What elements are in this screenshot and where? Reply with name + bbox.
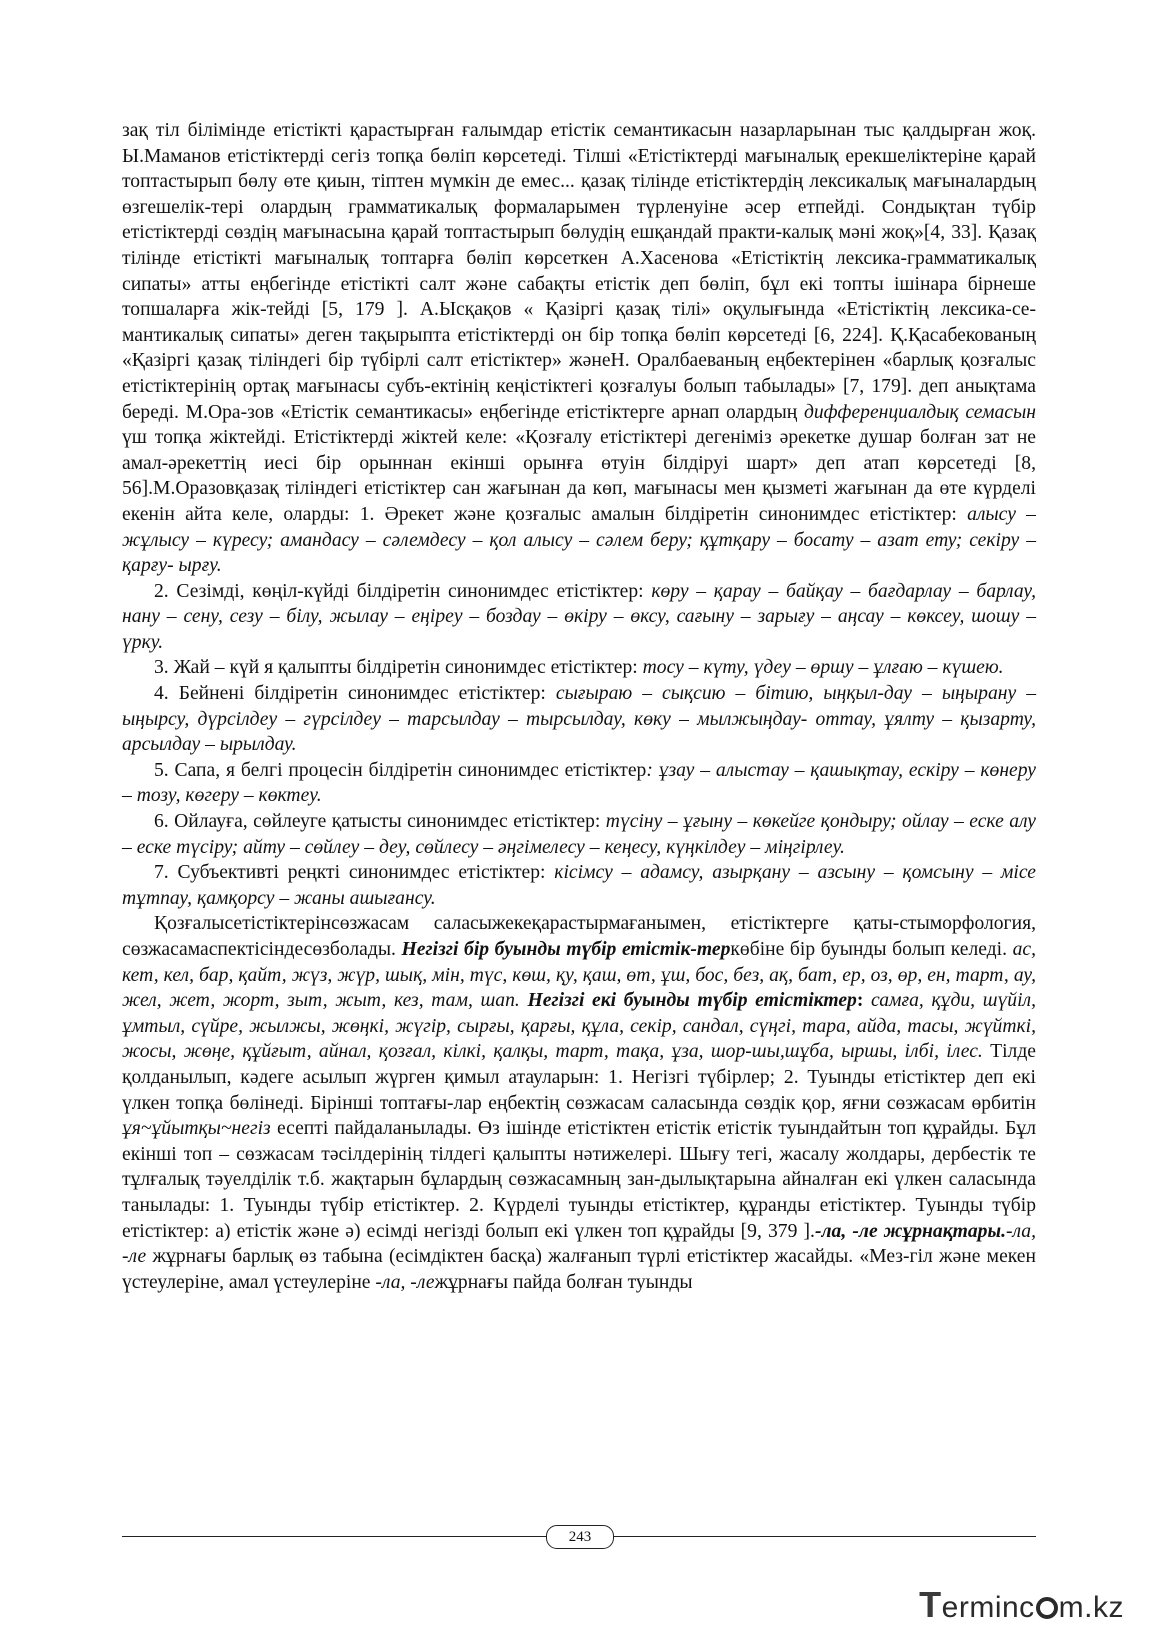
bold-italic-run: -ла, -ле жұрнақтары. xyxy=(814,1220,1006,1242)
italic-run: -ла, -ле xyxy=(122,1220,1036,1268)
text-run: 6. Ойлауға, сөйлеуге қатысты синонимдес етістіктер: xyxy=(154,811,606,833)
text-run: 7. Субъективті реңкті синонимдес етістіктер: xyxy=(154,862,555,884)
page-body xyxy=(122,118,1036,1295)
watermark-o-ring-icon xyxy=(1036,1597,1058,1619)
paragraph-7 xyxy=(122,860,1036,911)
italic-run: : ұзау – алыстау – қашықтау, ескіру – көнеру – тозу, көгеру – көктеу. xyxy=(122,759,1036,807)
bold-italic-run: Негізгі бір буынды түбір етістік-тер xyxy=(401,939,731,960)
paragraph-2 xyxy=(122,579,1036,656)
italic-run: -ла, -ле xyxy=(375,1271,435,1293)
italic-run: самға, құди, шүйіл, ұмтыл, сүйре, жылжы, жөңкі, жүгір, сырғы, қарғы, құла, секір, сандал, сүңгі, тара, айда, тасы, жүйткі, жосы, жөңе, құйғыт, айнал, қозғал, кілкі, қалқы, тарт, тақа, ұза, шор-шы,шұба, ыршы, ілбі, ілес. xyxy=(122,990,1036,1063)
paragraph-1 xyxy=(122,118,1036,579)
bold-italic-run: Негізгі екі буынды түбір етістіктер xyxy=(527,990,857,1012)
italic-run: тосу – күту, үдеу – өршу – ұлғаю – күшею. xyxy=(642,657,1004,679)
paragraph-6 xyxy=(122,809,1036,860)
termincom-watermark-logo xyxy=(919,1585,1124,1625)
text-run: 3. Жай – күй я қалыпты білдіретін синонимдес етістіктер: xyxy=(154,657,643,679)
text-run: Қозғалысетістіктерінсөзжасам саласыжекеқарастырмағанымен, етістіктерге қаты-стыморфология, сөзжасамаспектісіндесөзболады. xyxy=(122,913,1036,960)
watermark-text-part2: m.kz xyxy=(1058,1591,1124,1624)
text-run: көбіне бір буынды болып келеді. xyxy=(730,939,1013,960)
paragraph-5 xyxy=(122,758,1036,809)
italic-run: алысу – жұлысу – күресу; амандасу – сәлемдесу – қол алысу – сәлем беру; құтқару – босату – азат ету; секіру – қарғу- ырғу. xyxy=(122,503,1036,577)
italic-run: түсіну – ұғыну – көкейге қондыру; ойлау – еске алу – еске түсіру; айту – сөйлеу – деу, сөйлесу – әңгімелесу – кеңесу, күңкілдеу – міңгірлеу. xyxy=(122,811,1036,858)
text-run: Тілде қолданылып, кәдеге асылып жүрген қимыл атауларын: 1. Негізгі түбірлер; 2. Туынды етістіктер деп екі үлкен топқа бөлінеді. Бірінші топтағы-лар еңбектің сөзжасам саласында сөздік қор, яғни сөзжасам өрбитін xyxy=(122,1041,1036,1114)
paragraph-4 xyxy=(122,681,1036,758)
text-run: жұрнағы барлық өз табына (есімдіктен басқа) жалғанып түрлі етістіктер жасайды. «Мез-гіл және мекен үстеулеріне, амал үстеулеріне xyxy=(122,1246,1036,1293)
page-number: 243 xyxy=(546,1525,614,1549)
text-run: үш топқа жіктейді. Етістіктерді жіктей келе: «Қозғалу етістіктері дегеніміз әрекетке душар болған зат не амал-әрекеттің иесі бір орыннан екінші орынға өтуін білдіруі шарт» деп атап көрсетеді [8, 56].М.Оразовқазақ тіліндегі етістіктер сан жағынан да көп, мағынасы мен қызметі жағынан да өте күрделі екенін айта келе, оларды: 1. Әрекет және қозғалыс амалын білдіретін синонимдес етістіктер: xyxy=(122,427,1036,525)
text-run: 5. Сапа, я белгі процесін білдіретін синонимдес етістіктер xyxy=(154,759,647,781)
italic-run: сығыраю – сықсию – бітию, ыңқыл-дау – ыңырану – ыңырсу, дүрсілдеу – гүрсілдеу – тарсылдау – тырсылдау, көку – мылжыңдау- оттау, ұялту – қызарту, арсылдау – ырылдау. xyxy=(122,683,1036,756)
italic-run: дифференциалдық семасын xyxy=(803,401,1036,423)
italic-run: кісімсу – адамсу, азырқану – азсыну – қомсыну – місе тұтпау, қамқорсу – жаны ашығансу. xyxy=(122,862,1037,909)
watermark-t-mark: T xyxy=(919,1584,942,1625)
text-run: 4. Бейнені білдіретін синонимдес етістіктер: xyxy=(154,683,556,705)
paragraph-3 xyxy=(122,655,1036,681)
text-run: 2. Сезімді, көңіл-күйді білдіретін синонимдес етістіктер: xyxy=(154,580,652,602)
bold-run: : xyxy=(856,990,864,1012)
text-run: есепті пайдаланылады. Өз ішінде етістіктен етістік етістік туындайтын топ құрайды. Бұл екінші топ – сөзжасам тәсілдерінің тілдегі қалыпты нәтижелері. Шығу тегі, жасалу жолдары, дербестік те тұлғалық тәуелділік т.б. жақтарын бұлардың сөзжасамның зан-дылықтарына айналған екі үлкен саласында танылады: 1. Туынды түбір етістіктер. 2. Күрделі туынды етістіктер, құранды етістіктер. Туынды түбір етістіктер: а) етістік және ә) есімді негізді болып екі үлкен топ құрайды [9, 379 ]. xyxy=(122,1118,1036,1242)
paragraph-8 xyxy=(122,911,1036,1295)
italic-run: көру – қарау – байқау – бағдарлау – барлау, нану – сену, сезу – білу, жылау – еңіреу – боздау – өкіру – өксу, сағыну – зарығу – аңсау – көксеу, шошу – үрку. xyxy=(122,580,1036,653)
text-run: зақ тіл білімінде етістікті қарастырған ғалымдар етістік семантикасын назарларынан тыс қалдырған жоқ. Ы.Маманов етістіктерді сегіз топқа бөліп көрсетеді. Тілші «Етістіктерді мағыналық ерекшеліктеріне қарай топтастырып бөлу өте қиын, тіптен мүмкін де емес... қазақ тілінде етістіктердің лексикалық мағыналардың өзгешелік-тері олардың грамматикалық формаларымен түрленуіне әсер етпейді. Сондықтан түбір етістіктерді сөздің мағынасына қарай топтастырып бөлудің ешқандай практи-калық мәні жоқ»[4, 33]. Қазақ тілінде етістікті мағыналық топтарға бөліп көрсеткен А.Хасенова «Етістіктің лексика-грамматикалық сипаты» атты еңбегінде етістікті салт және сабақты етістік деп бөліп, бұл екі топты ішінара бірнеше топшаларға жік-тейді [5, 179 ]. А.Ысқақов « Қазіргі қазақ тілі» оқулығында «Етістіктің лексика-се-мантикалық сипаты» деген тақырыпта етістіктерді он бір топқа бөліп көрсетеді [6, 224]. Қ.Қасабекованың «Қазіргі қазақ тіліндегі бір түбірлі салт етістіктер» жәнеН. Оралбаеваның еңбектерінен «барлық қозғалыс етістіктерінің ортақ мағынасы субъ-ектінің кеңістіктегі қозғалуы болып табылады» [7, 179]. деп анықтама береді. М.Ора-зов «Етістік семантикасы» еңбегінде етістіктерге арнап олардың xyxy=(122,120,1036,423)
watermark-text-part1: erminc xyxy=(941,1591,1035,1624)
italic-run: ұя~ұйытқы~негіз xyxy=(122,1118,271,1140)
text-run: жұрнағы пайда болған туынды xyxy=(434,1271,693,1293)
italic-run: ас, кет, кел, бар, қайт, жүз, жүр, шық, мін, түс, көш, қу, қаш, өт, ұш, бос, без, ақ, бат, ер, оз, өр, ен, тарт, ау, жел, жет, жорт, зыт, жыт, кез, там, шап. xyxy=(122,939,1036,1012)
